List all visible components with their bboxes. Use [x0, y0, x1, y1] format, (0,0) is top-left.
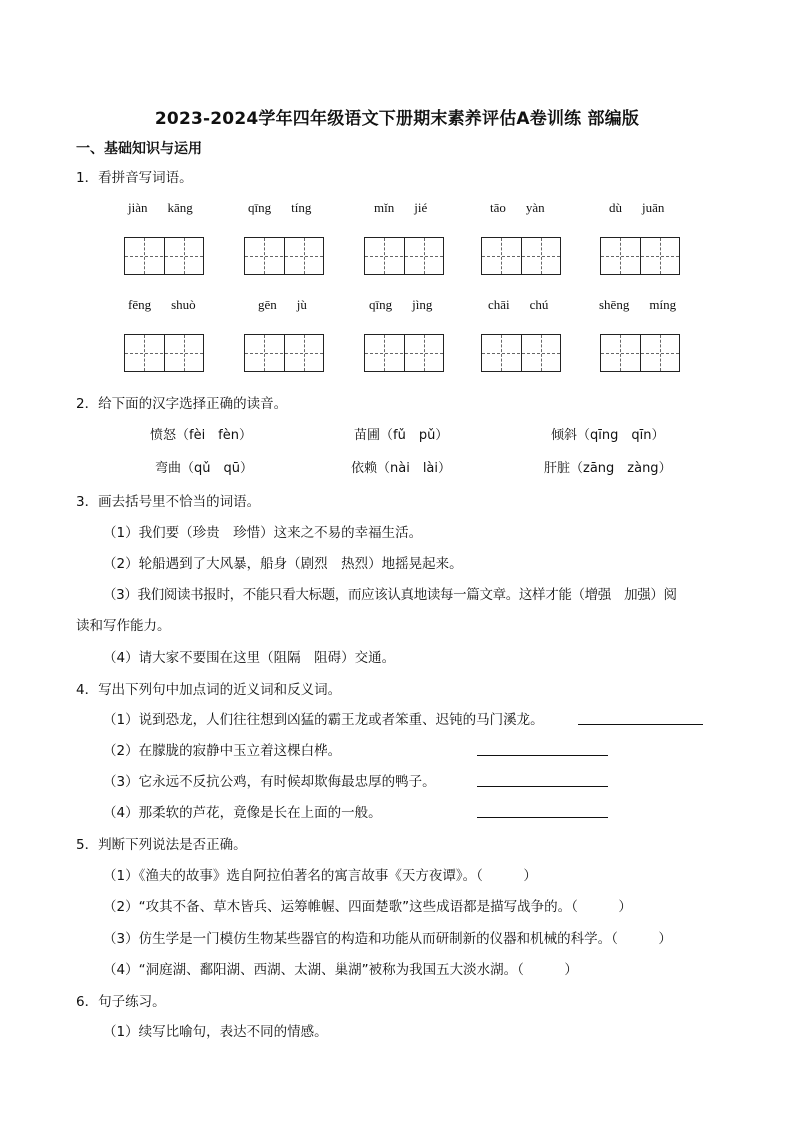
question-3-line-2: （2）轮船遇到了大风暴，船身（剧烈 热烈）地摇晃起来。 [103, 556, 463, 572]
writing-box[interactable] [364, 334, 444, 372]
question-5-stem: 5．判断下列说法是否正确。 [76, 837, 247, 853]
pinyin-item: tāo yàn [490, 200, 545, 215]
question-4-line-2: （2）在朦胧的寂静中玉立着这棵白桦。 [103, 743, 342, 759]
writing-box[interactable] [244, 237, 324, 275]
reading-choice[interactable]: 苗圃（fǔ pǔ） [354, 428, 449, 443]
section-heading-1: 一、基础知识与运用 [76, 141, 202, 157]
question-6-stem: 6．句子练习。 [76, 994, 166, 1010]
question-2-stem: 2．给下面的汉字选择正确的读音。 [76, 396, 288, 412]
question-4-stem: 4．写出下列句中加点词的近义词和反义词。 [76, 682, 342, 698]
question-5-line-3[interactable]: （3）仿生学是一门模仿生物某些器官的构造和功能从而研制新的仪器和机械的科学。（ ） [103, 931, 672, 947]
writing-box[interactable] [600, 334, 680, 372]
writing-box[interactable] [124, 237, 204, 275]
answer-blank[interactable] [477, 755, 608, 756]
page-title: 2023-2024学年四年级语文下册期末素养评估A卷训练 部编版 [154, 109, 640, 129]
pinyin-item: jiàn kāng [128, 200, 193, 215]
pinyin-item: fēng shuò [128, 297, 196, 312]
question-4-line-1: （1）说到恐龙，人们往往想到凶猛的霸王龙或者笨重、迟钝的马门溪龙。 [103, 712, 544, 728]
reading-choice[interactable]: 弯曲（qǔ qū） [155, 461, 253, 476]
question-4-line-3: （3）它永远不反抗公鸡，有时候却欺侮最忠厚的鸭子。 [103, 774, 436, 790]
writing-box[interactable] [124, 334, 204, 372]
writing-box[interactable] [364, 237, 444, 275]
pinyin-item: mǐn jié [374, 200, 428, 215]
question-3-line-3-cont: 读和写作能力。 [76, 618, 171, 634]
question-3-line-4: （4）请大家不要围在这里（阻隔 阻碍）交通。 [103, 650, 396, 666]
writing-box[interactable] [244, 334, 324, 372]
question-3-line-3: （3）我们阅读书报时，不能只看大标题，而应该认真地读每一篇文章。这样才能（增强 加强）阅 [103, 587, 677, 603]
writing-box[interactable] [481, 237, 561, 275]
reading-choice[interactable]: 依赖（nài lài） [351, 461, 452, 476]
question-5-line-1[interactable]: （1）《渔夫的故事》选自阿拉伯著名的寓言故事《天方夜谭》。（ ） [103, 868, 537, 884]
question-5-line-2[interactable]: （2）“攻其不备、草木皆兵、运筹帷幄、四面楚歌”这些成语都是描写战争的。（ ） [103, 899, 632, 915]
pinyin-item: shēng míng [599, 297, 677, 312]
answer-blank[interactable] [477, 817, 608, 818]
question-3-stem: 3．画去括号里不恰当的词语。 [76, 494, 261, 510]
answer-blank[interactable] [578, 724, 703, 725]
writing-box[interactable] [481, 334, 561, 372]
pinyin-item: gēn jù [258, 297, 307, 312]
reading-choice[interactable]: 愤怒（fèi fèn） [150, 428, 253, 443]
question-5-line-4[interactable]: （4）“洞庭湖、鄱阳湖、西湖、太湖、巢湖”被称为我国五大淡水湖。（ ） [103, 962, 578, 978]
reading-choice[interactable]: 倾斜（qīng qīn） [551, 428, 665, 443]
question-4-line-4: （4）那柔软的芦花，竟像是长在上面的一般。 [103, 805, 382, 821]
question-3-line-1: （1）我们要（珍贵 珍惜）这来之不易的幸福生活。 [103, 525, 423, 541]
question-1-stem: 1．看拼音写词语。 [76, 170, 193, 186]
pinyin-item: qīng jìng [369, 297, 433, 312]
pinyin-item: qīng tíng [248, 200, 312, 215]
question-6-line-1: （1）续写比喻句，表达不同的情感。 [103, 1024, 328, 1040]
writing-box[interactable] [600, 237, 680, 275]
answer-blank[interactable] [477, 786, 608, 787]
pinyin-item: dù juān [609, 200, 665, 215]
reading-choice[interactable]: 肝脏（zāng zàng） [544, 461, 672, 476]
pinyin-item: chāi chú [488, 297, 549, 312]
